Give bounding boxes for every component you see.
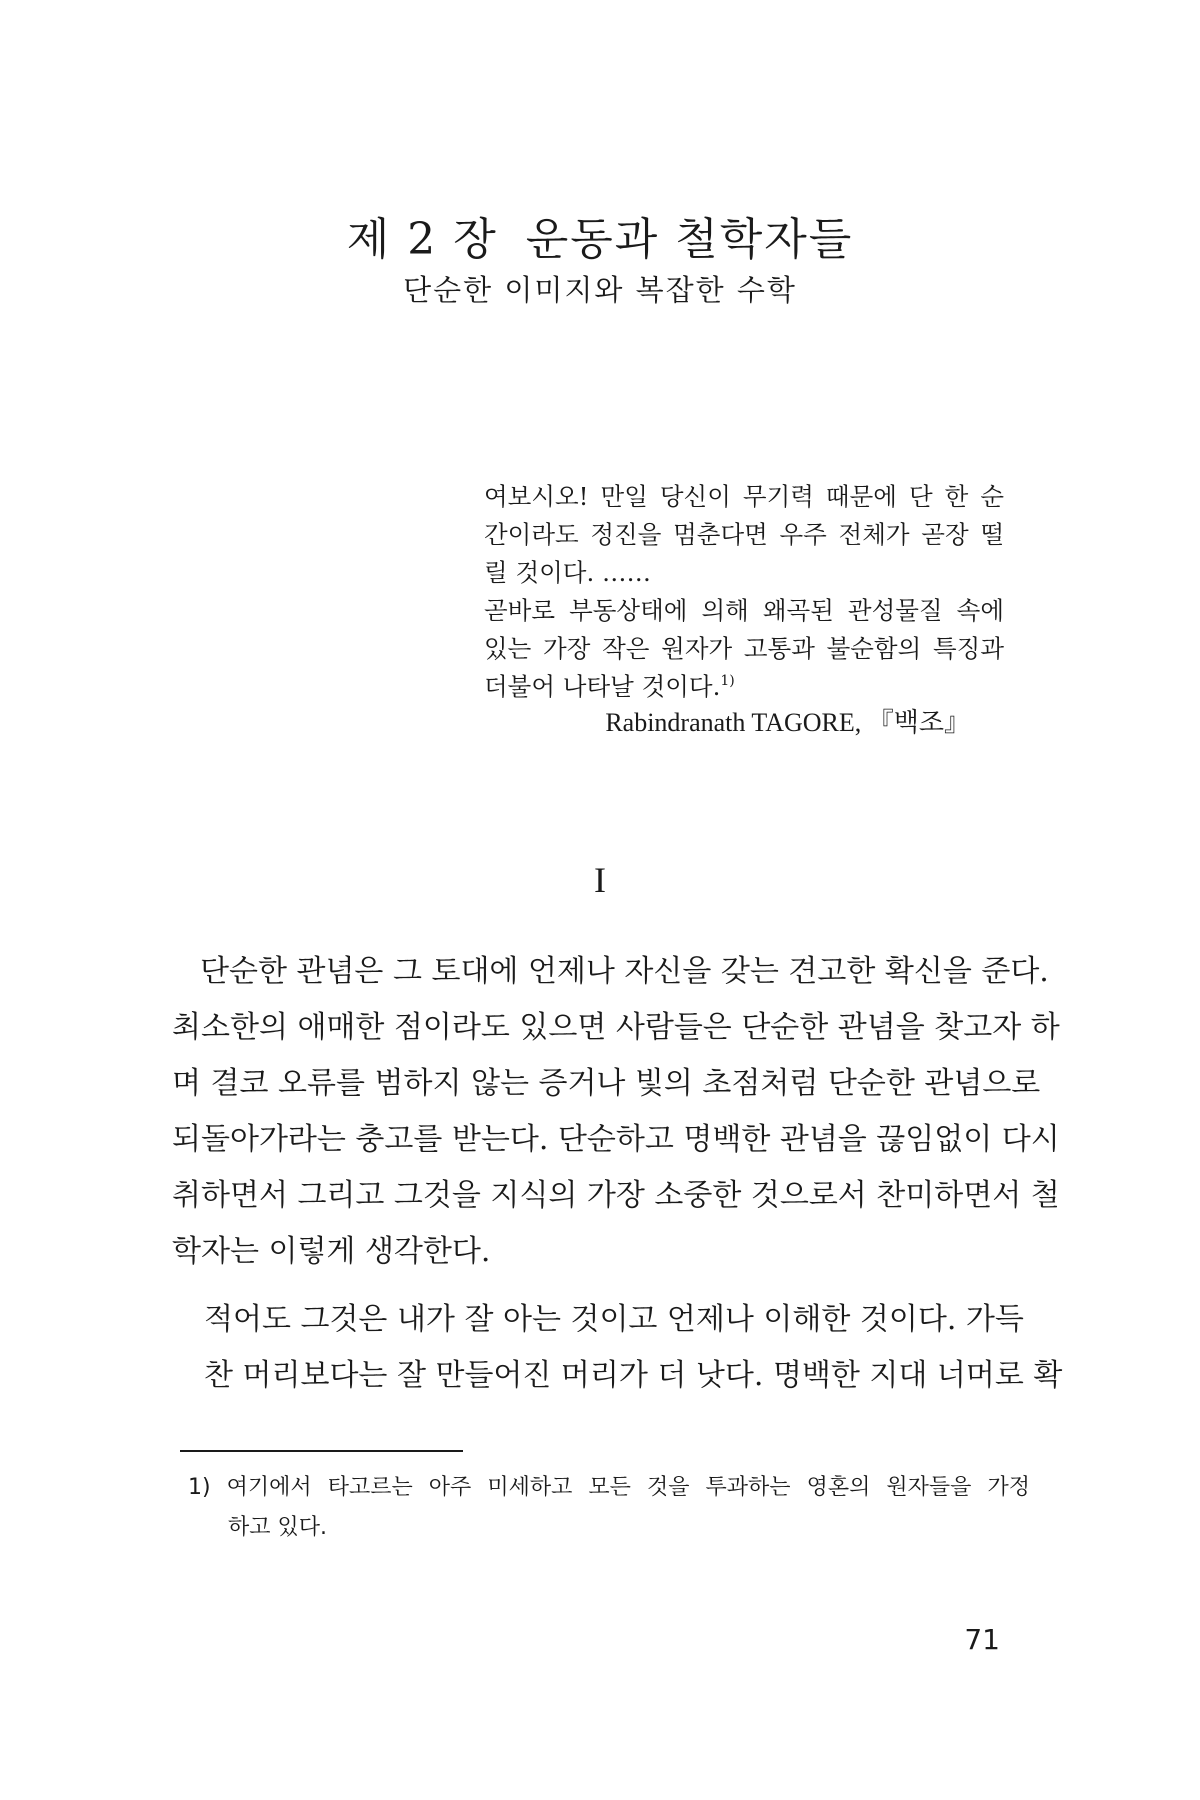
chapter-number: 제 2 장 (346, 214, 498, 265)
chapter-subtitle: 단순한 이미지와 복잡한 수학 (403, 273, 797, 307)
section-numeral: I (594, 860, 606, 900)
epigraph-line: 곧바로 부동상태에 의해 왜곡된 관성물질 속에 (484, 596, 1004, 625)
body-line: 최소한의 애매한 점이라도 있으면 사람들은 단순한 관념을 찾고자 하 (172, 1010, 1060, 1045)
page-number: 71 (964, 1623, 1000, 1656)
epigraph (484, 478, 1004, 706)
chapter-title-text: 운동과 철학자들 (525, 214, 854, 265)
body-line: 찬 머리보다는 잘 만들어진 머리가 더 낫다. 명백한 지대 너머로 확 (204, 1358, 1063, 1393)
body-line: 학자는 이렇게 생각한다. (172, 1234, 491, 1269)
body-paragraph-1 (172, 944, 1060, 1280)
body-paragraph-2 (204, 1292, 1063, 1404)
body-line: 취하면서 그리고 그것을 지식의 가장 소중한 것으로서 찬미하면서 철 (172, 1178, 1060, 1213)
chapter-title (0, 212, 1200, 268)
epigraph-attribution: Rabindranath TAGORE, 『백조』 (605, 708, 970, 737)
epigraph-line: 릴 것이다. …… (484, 558, 652, 587)
epigraph-line: 간이라도 정진을 멈춘다면 우주 전체가 곧장 떨 (484, 520, 1004, 549)
body-line: 단순한 관념은 그 토대에 언제나 자신을 갖는 견고한 확신을 준다. (200, 954, 1049, 989)
epigraph-line-final (484, 668, 1004, 706)
epigraph-line: 여보시오! 만일 당신이 무기력 때문에 단 한 순 (484, 482, 1004, 511)
body-line: 적어도 그것은 내가 잘 아는 것이고 언제나 이해한 것이다. 가득 (204, 1302, 1024, 1337)
footnote-line: 하고 있다. (228, 1515, 327, 1540)
footnote-reference[interactable]: 1) (720, 673, 735, 689)
body-line: 되돌아가라는 충고를 받는다. 단순하고 명백한 관념을 끊임없이 다시 (172, 1122, 1060, 1157)
footnote-line: 1) 여기에서 타고르는 아주 미세하고 모든 것을 투과하는 영혼의 원자들을 가정 (188, 1475, 1030, 1500)
footnote-divider (180, 1450, 463, 1452)
epigraph-line: 있는 가장 작은 원자가 고통과 불순함의 특징과 (484, 634, 1004, 663)
body-line: 며 결코 오류를 범하지 않는 증거나 빛의 초점처럼 단순한 관념으로 (172, 1066, 1041, 1101)
footnote (188, 1468, 1030, 1548)
epigraph-line-text: 더불어 나타날 것이다. (484, 672, 721, 701)
